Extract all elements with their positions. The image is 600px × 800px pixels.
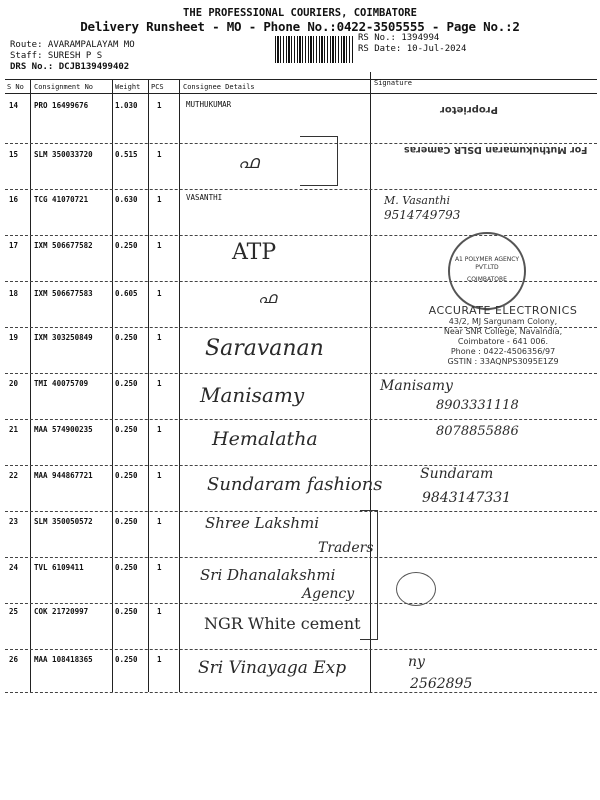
row-pcs: 1 bbox=[157, 471, 162, 480]
handwritten-consignee: ATP bbox=[232, 240, 277, 265]
row-consignment-no: SLM 350033720 bbox=[34, 150, 93, 159]
row-pcs: 1 bbox=[157, 150, 162, 159]
row-pcs: 1 bbox=[157, 517, 162, 526]
col-line bbox=[112, 80, 113, 692]
row-rule bbox=[5, 465, 597, 466]
seal-city: COIMBATORE bbox=[467, 276, 507, 283]
handwritten-mark: ഫ bbox=[258, 288, 277, 307]
row-sno: 26 bbox=[9, 655, 19, 664]
row-rule bbox=[5, 649, 597, 650]
header-bottom-rule bbox=[5, 93, 597, 94]
document-subtitle: Delivery Runsheet - MO - Phone No.:0422-3505555 - Page No.:2 bbox=[80, 19, 520, 34]
handwritten-consignee: Shree Lakshmi bbox=[205, 514, 320, 532]
col-header-consignment: Consignment No bbox=[34, 83, 94, 91]
row-weight: 0.250 bbox=[115, 425, 138, 434]
handwritten-mark: ഫ bbox=[238, 152, 259, 173]
col-header-sno: S No bbox=[7, 83, 24, 91]
row-pcs: 1 bbox=[157, 655, 162, 664]
circle-mark bbox=[396, 572, 436, 606]
row-weight: 0.250 bbox=[115, 471, 138, 480]
row-weight: 0.605 bbox=[115, 289, 138, 298]
col-line bbox=[179, 80, 180, 692]
row-consignment-no: MAA 944867721 bbox=[34, 471, 93, 480]
row-pcs: 1 bbox=[157, 241, 162, 250]
staff-label: Staff: SURESH P S bbox=[10, 51, 103, 61]
row-consignment-no: IXM 506677582 bbox=[34, 241, 93, 250]
col-header-signature: Signature bbox=[374, 79, 412, 87]
handwritten-consignee: Hemalatha bbox=[212, 428, 318, 450]
row-weight: 0.630 bbox=[115, 195, 138, 204]
route-label: Route: AVARAMPALAYAM MO bbox=[10, 40, 135, 50]
row-rule bbox=[5, 373, 597, 374]
row-consignment-no: TCG 41070721 bbox=[34, 195, 89, 204]
handwritten-signature: Sundaram bbox=[420, 466, 494, 482]
handwritten-phone: 9514749793 bbox=[384, 208, 461, 222]
handwritten-phone: 8903331118 bbox=[436, 398, 519, 413]
row-consignment-no: MAA 574900235 bbox=[34, 425, 93, 434]
rs-date-label: RS Date: 10-Jul-2024 bbox=[358, 44, 467, 54]
col-line bbox=[148, 80, 149, 692]
handwritten-signature: M. Vasanthi bbox=[384, 194, 451, 207]
drs-label: DRS No.: DCJB139499402 bbox=[10, 62, 130, 72]
row-weight: 1.030 bbox=[115, 101, 138, 110]
row-pcs: 1 bbox=[157, 563, 162, 572]
handwritten-consignee: Manisamy bbox=[200, 383, 305, 407]
ink-bracket bbox=[300, 136, 338, 186]
handwritten-consignee: Traders bbox=[318, 540, 374, 556]
row-consignment-no: PRO 16499676 bbox=[34, 101, 89, 110]
handwritten-consignee: Sri Vinayaga Exp bbox=[198, 658, 347, 678]
row-consignment-no: MAA 108418365 bbox=[34, 655, 93, 664]
row-sno: 17 bbox=[9, 241, 19, 250]
row-rule bbox=[5, 557, 597, 558]
row-weight: 0.250 bbox=[115, 655, 138, 664]
row-sno: 18 bbox=[9, 289, 19, 298]
row-consignment-no: IXM 506677583 bbox=[34, 289, 93, 298]
row-sno: 15 bbox=[9, 150, 19, 159]
row-sno: 21 bbox=[9, 425, 19, 434]
col-header-pcs: PCS bbox=[151, 83, 164, 91]
stamp-phone: Phone : 0422-4506356/97 bbox=[450, 347, 556, 356]
row-consignment-no: TVL 6109411 bbox=[34, 563, 84, 572]
col-header-consignee: Consignee Details bbox=[183, 83, 255, 91]
row-consignee: MUTHUKUMAR bbox=[186, 100, 232, 109]
col-line bbox=[30, 80, 31, 692]
row-weight: 0.250 bbox=[115, 607, 138, 616]
row-rule bbox=[5, 603, 597, 604]
barcode bbox=[275, 36, 353, 63]
stamp-company: ACCURATE ELECTRONICS bbox=[428, 304, 578, 317]
row-pcs: 1 bbox=[157, 195, 162, 204]
row-sno: 20 bbox=[9, 379, 19, 388]
row-pcs: 1 bbox=[157, 425, 162, 434]
handwritten-consignee: NGR White cement bbox=[204, 614, 361, 633]
document-title: THE PROFESSIONAL COURIERS, COIMBATORE bbox=[183, 7, 417, 19]
row-sno: 22 bbox=[9, 471, 19, 480]
handwritten-number: 2562895 bbox=[410, 676, 473, 692]
row-rule bbox=[5, 189, 597, 190]
stamp-address-3: Coimbatore - 641 006. bbox=[457, 337, 549, 346]
ink-bracket bbox=[360, 510, 378, 640]
col-header-weight: Weight bbox=[115, 83, 141, 91]
handwritten-phone: 9843147331 bbox=[422, 490, 512, 506]
seal-text: A1 POLYMER AGENCY PVT.LTD bbox=[454, 256, 520, 271]
stamp-gstin: GSTIN : 33AQNPS3095E1Z9 bbox=[447, 357, 559, 366]
row-consignment-no: TMI 40075709 bbox=[34, 379, 89, 388]
row-weight: 0.515 bbox=[115, 150, 138, 159]
stamp-address-1: 43/2, MJ Sargunam Colony, bbox=[448, 317, 558, 326]
stamp-address-2: Near SNR College, Navaindia, bbox=[443, 327, 563, 336]
row-consignment-no: COK 21720997 bbox=[34, 607, 89, 616]
header-top-rule bbox=[5, 79, 597, 80]
handwritten-consignee: Agency bbox=[302, 586, 355, 602]
row-sno: 25 bbox=[9, 607, 19, 616]
dslr-stamp: For Muthukumaran DSLR Cameras bbox=[404, 144, 588, 155]
row-weight: 0.250 bbox=[115, 333, 138, 342]
row-consignment-no: IXM 303250849 bbox=[34, 333, 93, 342]
handwritten-consignee: Saravanan bbox=[205, 336, 324, 361]
handwritten-phone: 8078855886 bbox=[436, 424, 519, 439]
row-consignment-no: SLM 350050572 bbox=[34, 517, 93, 526]
accurate-electronics-stamp bbox=[408, 304, 598, 367]
row-pcs: 1 bbox=[157, 379, 162, 388]
row-weight: 0.250 bbox=[115, 563, 138, 572]
meta-left bbox=[10, 40, 135, 73]
row-rule bbox=[5, 419, 597, 420]
rs-no-label: RS No.: 1394994 bbox=[358, 33, 440, 43]
proprietor-stamp: Proprietor bbox=[440, 104, 499, 115]
row-pcs: 1 bbox=[157, 333, 162, 342]
row-pcs: 1 bbox=[157, 607, 162, 616]
row-pcs: 1 bbox=[157, 289, 162, 298]
row-consignee: VASANTHI bbox=[186, 193, 223, 202]
row-rule bbox=[5, 511, 597, 512]
handwritten-signature: Manisamy bbox=[380, 378, 453, 394]
handwritten-signature: ny bbox=[408, 654, 425, 670]
meta-right bbox=[358, 33, 466, 55]
handwritten-consignee: Sundaram fashions bbox=[207, 474, 383, 495]
row-weight: 0.250 bbox=[115, 241, 138, 250]
handwritten-consignee: Sri Dhanalakshmi bbox=[200, 566, 336, 584]
row-weight: 0.250 bbox=[115, 379, 138, 388]
row-sno: 14 bbox=[9, 101, 19, 110]
row-sno: 19 bbox=[9, 333, 19, 342]
row-sno: 23 bbox=[9, 517, 19, 526]
row-sno: 16 bbox=[9, 195, 19, 204]
row-sno: 24 bbox=[9, 563, 19, 572]
polymer-agency-seal bbox=[448, 232, 526, 310]
row-pcs: 1 bbox=[157, 101, 162, 110]
row-weight: 0.250 bbox=[115, 517, 138, 526]
row-rule bbox=[5, 692, 597, 693]
row-rule bbox=[5, 235, 597, 236]
